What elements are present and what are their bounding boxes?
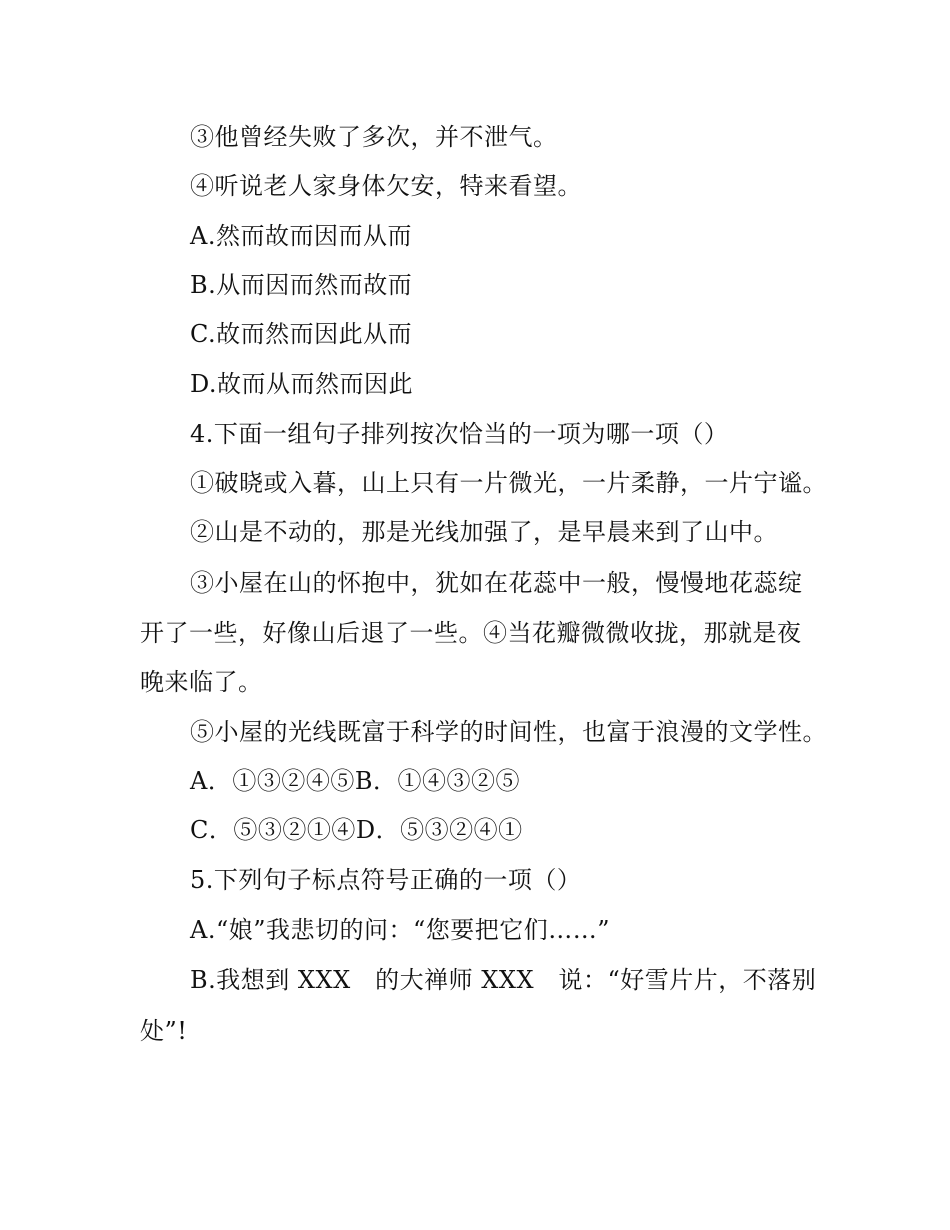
- question-4-title: 4.下面一组句子排列按次恰当的一项为哪一项（）: [190, 420, 729, 448]
- text-line-1: ③他曾经失败了多次，并不泄气。: [190, 123, 558, 151]
- sentence-4-cont: 晚来临了。: [140, 668, 263, 696]
- option-line-b: B.从而因而然而故而: [190, 271, 413, 299]
- sentence-1: ①破晓或入暮，山上只有一片微光，一片柔静，一片宁谧。: [190, 469, 827, 497]
- q5-option-b: B.我想到 XXX 的大禅师 XXX 说：“好雪片片，不落别: [190, 966, 817, 994]
- option-line-d: D.故而从而然而因此: [190, 370, 414, 398]
- text-line-2: ④听说老人家身体欠安，特来看望。: [190, 172, 582, 200]
- question-5-title: 5.下列句子标点符号正确的一项（）: [190, 866, 582, 894]
- q4-options-ab: A．①③②④⑤B．①④③②⑤: [190, 767, 520, 795]
- option-line-a: A.然而故而因而从而: [190, 222, 412, 250]
- q4-options-cd: C．⑤③②①④D．⑤③②④①: [190, 816, 523, 844]
- option-line-c: C.故而然而因此从而: [190, 320, 413, 348]
- sentence-5: ⑤小屋的光线既富于科学的时间性，也富于浪漫的文学性。: [190, 718, 827, 746]
- sentence-3: ③小屋在山的怀抱中，犹如在花蕊中一般，慢慢地花蕊绽: [190, 569, 803, 597]
- q5-option-b-cont: 处”!: [140, 1017, 188, 1045]
- sentence-3-cont: 开了一些，好像山后退了一些。④当花瓣微微收拢，那就是夜: [140, 619, 802, 647]
- q5-option-a: A.“娘”我悲切的问：“您要把它们……”: [190, 916, 611, 944]
- sentence-2: ②山是不动的，那是光线加强了，是早晨来到了山中。: [190, 518, 778, 546]
